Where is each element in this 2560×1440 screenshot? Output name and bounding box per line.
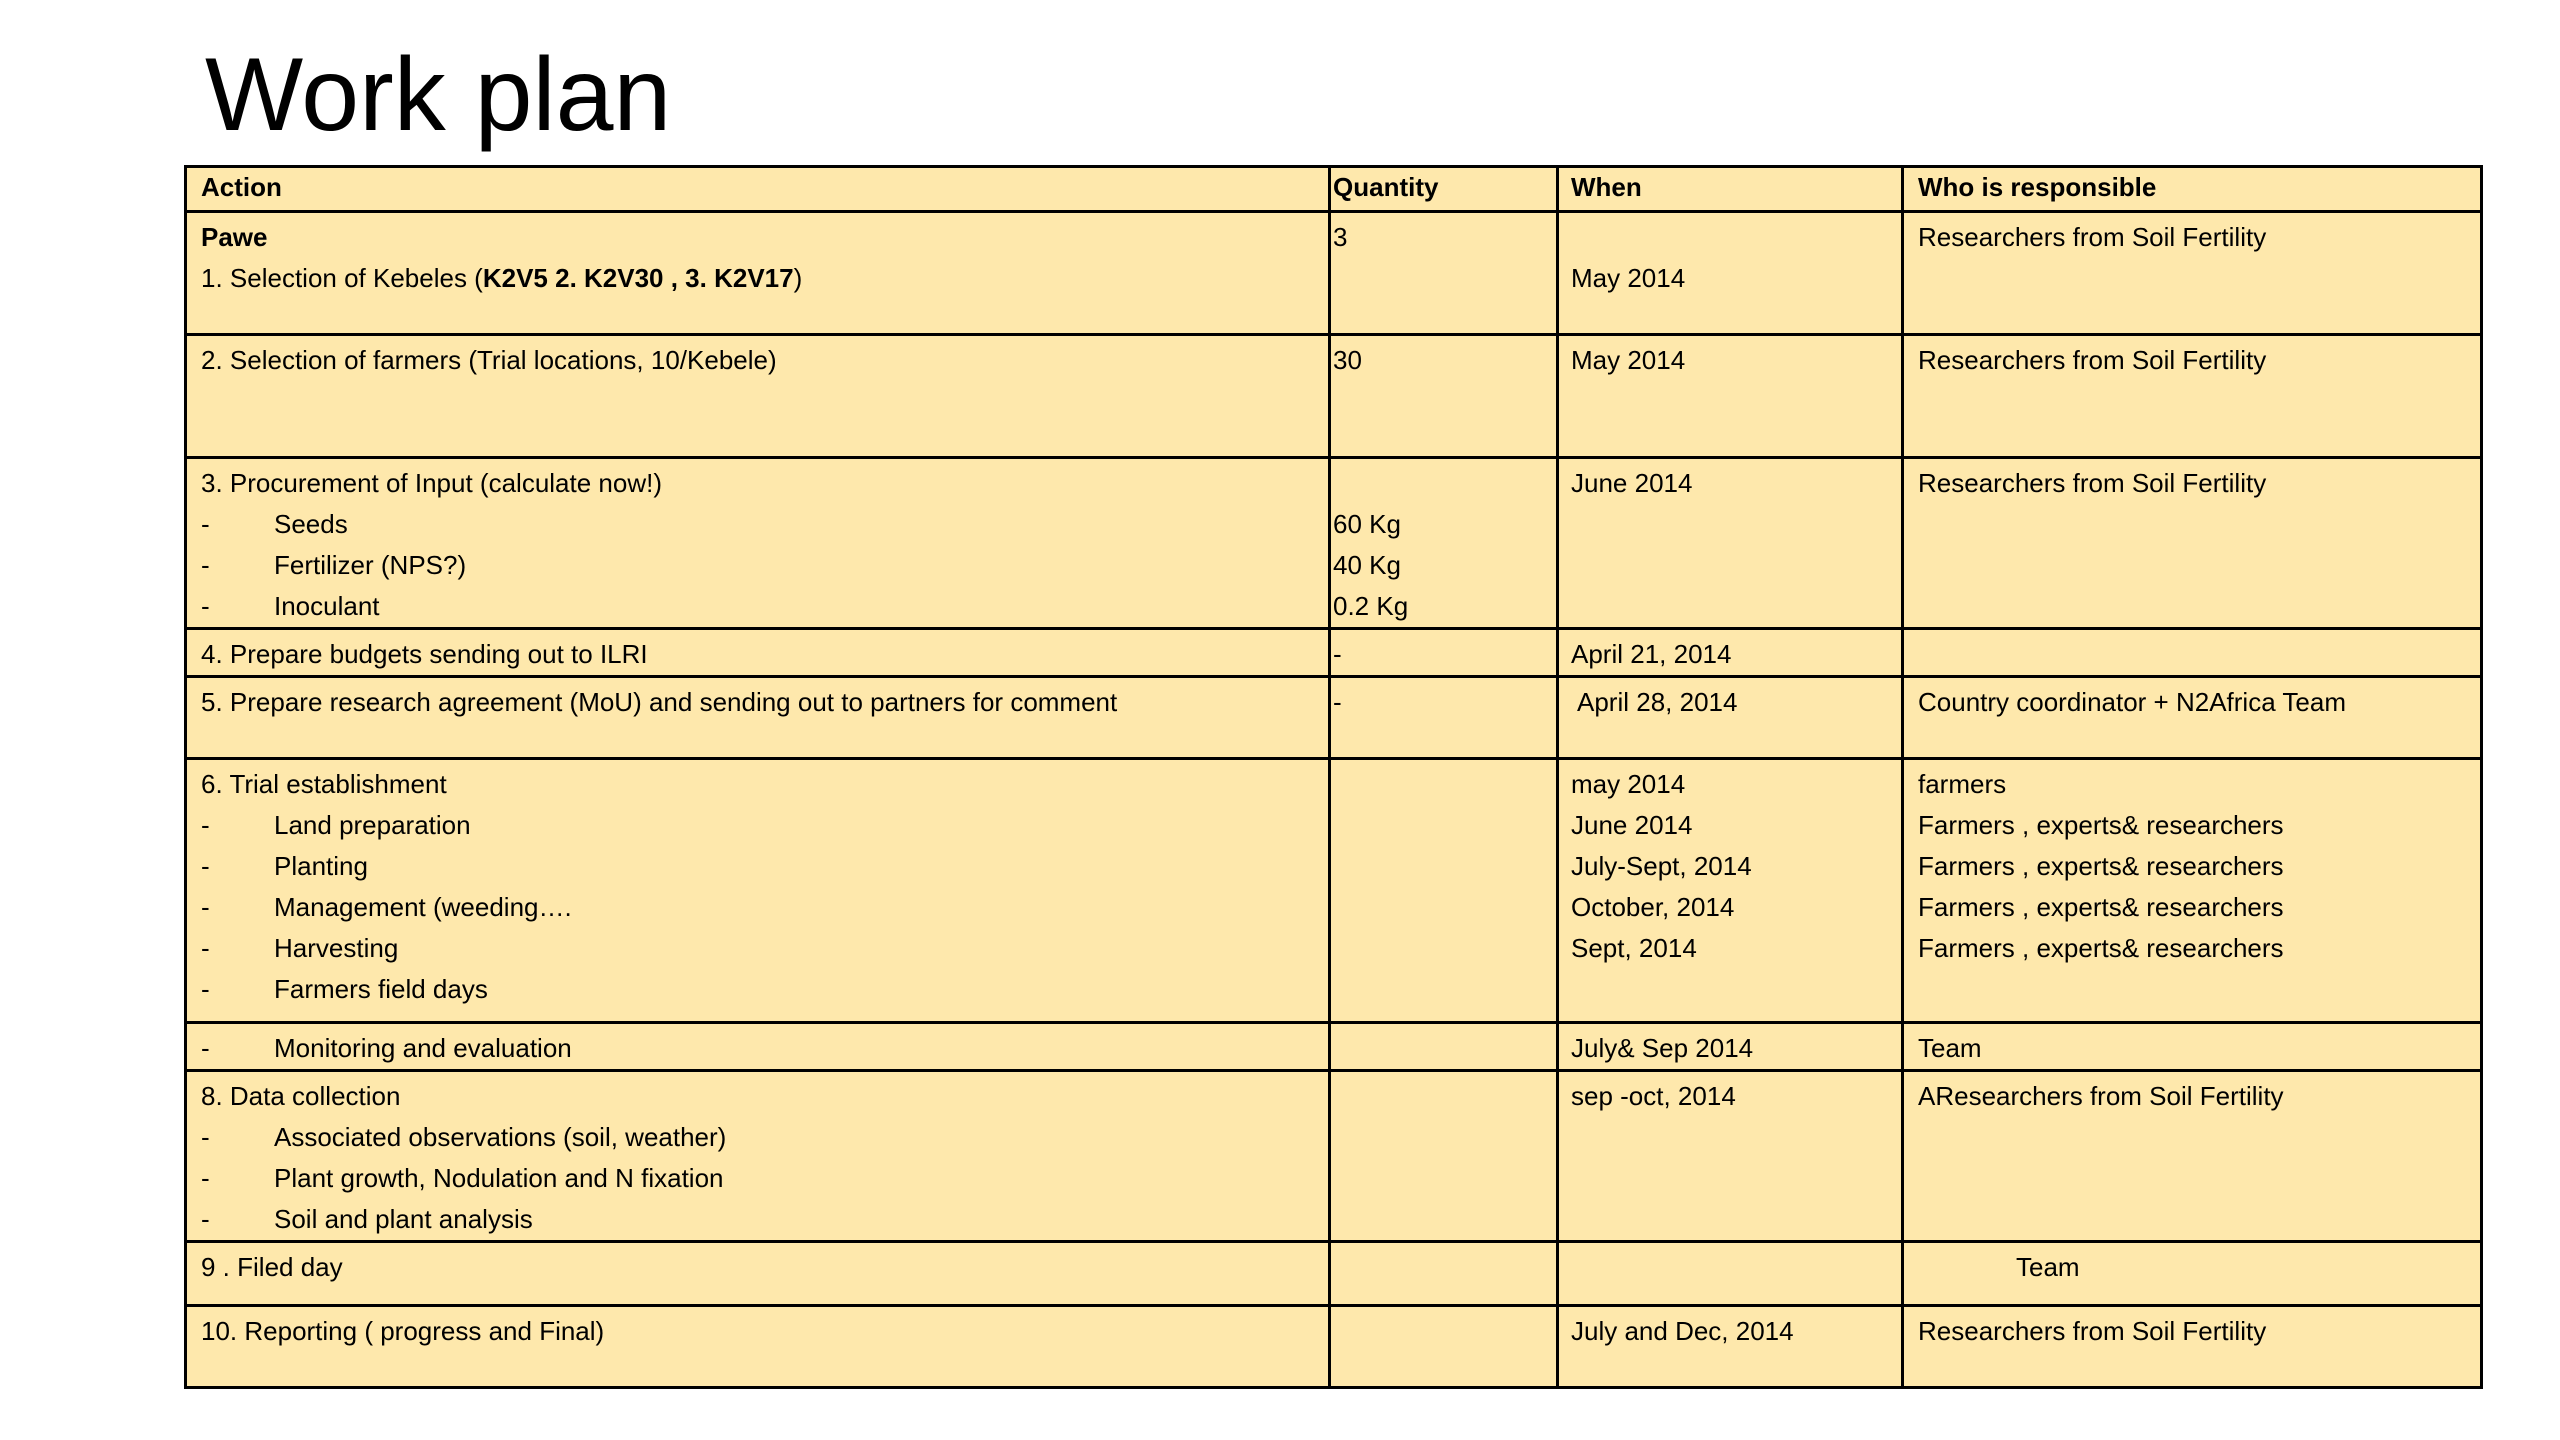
action-cell <box>186 1242 1330 1306</box>
who-value <box>1918 634 2480 675</box>
action-text: 5. Prepare research agreement (MoU) and sending out to partners for comment <box>201 687 1118 717</box>
who-value: Team <box>1918 1033 1982 1063</box>
quantity-value: 30 <box>1333 345 1362 375</box>
sub-item-label: Seeds <box>274 509 348 539</box>
when-value: June 2014 <box>1571 468 1693 498</box>
when-value: April 21, 2014 <box>1571 639 1732 669</box>
table-header-row <box>186 167 2482 212</box>
sub-item-label: Soil and plant analysis <box>274 1204 533 1234</box>
sub-item-label: Farmers field days <box>274 974 488 1004</box>
action-cell <box>186 1306 1330 1388</box>
site-heading: Pawe <box>201 222 268 252</box>
action-cell <box>186 335 1330 458</box>
sub-item <box>201 586 1328 627</box>
who-cell <box>1903 1071 2482 1242</box>
table-row <box>186 1023 2482 1071</box>
when-value: may 2014 <box>1571 769 1686 799</box>
work-plan-table <box>184 165 2483 1389</box>
who-value: Team <box>2016 1252 2080 1282</box>
quantity-value: 0.2 Kg <box>1333 591 1409 621</box>
sub-item <box>201 805 1328 846</box>
action-text: 3. Procurement of Input (calculate now!) <box>201 468 663 498</box>
quantity-cell <box>1330 212 1558 335</box>
when-value: July-Sept, 2014 <box>1571 851 1752 881</box>
when-cell <box>1558 335 1903 458</box>
who-value: Farmers , experts& researchers <box>1918 933 2284 963</box>
quantity-cell <box>1330 1306 1558 1388</box>
dash: - <box>201 1033 210 1063</box>
who-value: Farmers , experts& researchers <box>1918 851 2284 881</box>
who-value: AResearchers from Soil Fertility <box>1918 1081 2284 1111</box>
sub-item <box>201 969 1328 1010</box>
quantity-value: 3 <box>1333 222 1348 252</box>
quantity-cell <box>1330 335 1558 458</box>
dash: - <box>201 550 210 580</box>
header-who: Who is responsible <box>1903 167 2482 212</box>
action-bold: K2V5 2. K2V30 , 3. K2V17 <box>482 263 794 293</box>
table-row <box>186 759 2482 1023</box>
when-value: May 2014 <box>1571 345 1686 375</box>
header-action: Action <box>186 167 1330 212</box>
who-value: Researchers from Soil Fertility <box>1918 222 2267 252</box>
quantity-cell <box>1330 1242 1558 1306</box>
sub-item-label: Inoculant <box>274 591 380 621</box>
sub-item <box>201 1158 1328 1199</box>
when-cell <box>1558 1306 1903 1388</box>
table-row <box>186 335 2482 458</box>
dash: - <box>201 591 210 621</box>
sub-item <box>201 887 1328 928</box>
who-value: Farmers , experts& researchers <box>1918 892 2284 922</box>
dash: - <box>201 509 210 539</box>
page-title: Work plan <box>205 37 672 153</box>
dash: - <box>201 892 210 922</box>
when-value: June 2014 <box>1571 810 1693 840</box>
action-text: 9 . Filed day <box>201 1252 343 1282</box>
quantity-cell <box>1330 677 1558 759</box>
dash: - <box>201 810 210 840</box>
table-row <box>186 1242 2482 1306</box>
who-cell <box>1903 335 2482 458</box>
when-value: sep -oct, 2014 <box>1571 1081 1736 1111</box>
when-value: April 28, 2014 <box>1577 687 1738 717</box>
sub-item <box>201 1117 1328 1158</box>
sub-item-label: Land preparation <box>274 810 471 840</box>
header-when: When <box>1558 167 1903 212</box>
sub-item-label: Management (weeding…. <box>274 892 572 922</box>
sub-item <box>201 1199 1328 1240</box>
who-cell <box>1903 677 2482 759</box>
sub-item-label: Fertilizer (NPS?) <box>274 550 467 580</box>
action-cell <box>186 629 1330 677</box>
quantity-cell <box>1330 629 1558 677</box>
sub-item <box>201 504 1328 545</box>
when-cell <box>1558 1242 1903 1306</box>
sub-item <box>201 928 1328 969</box>
sub-item-label: Plant growth, Nodulation and N fixation <box>274 1163 724 1193</box>
who-value: Researchers from Soil Fertility <box>1918 1316 2267 1346</box>
quantity-cell <box>1330 759 1558 1023</box>
who-cell <box>1903 212 2482 335</box>
quantity-value: - <box>1333 687 1342 717</box>
action-text: 10. Reporting ( progress and Final) <box>201 1316 605 1346</box>
action-prefix: 1. Selection of Kebeles ( <box>201 263 483 293</box>
when-value: May 2014 <box>1571 263 1686 293</box>
sub-item <box>201 1028 1328 1069</box>
table-row <box>186 1071 2482 1242</box>
who-value: Researchers from Soil Fertility <box>1918 468 2267 498</box>
action-text: 2. Selection of farmers (Trial locations, 10/Kebele) <box>201 345 777 375</box>
table-row <box>186 458 2482 629</box>
action-cell <box>186 759 1330 1023</box>
table-row <box>186 1306 2482 1388</box>
action-cell <box>186 212 1330 335</box>
who-value: Researchers from Soil Fertility <box>1918 345 2267 375</box>
who-cell <box>1903 458 2482 629</box>
header-quantity: Quantity <box>1330 167 1558 212</box>
action-text: 4. Prepare budgets sending out to ILRI <box>201 639 648 669</box>
sub-item-label: Harvesting <box>274 933 399 963</box>
sub-item <box>201 846 1328 887</box>
quantity-value: 40 Kg <box>1333 550 1401 580</box>
who-value: Country coordinator + N2Africa Team <box>1918 687 2346 717</box>
quantity-cell <box>1330 1023 1558 1071</box>
quantity-cell <box>1330 458 1558 629</box>
when-cell <box>1558 629 1903 677</box>
when-cell <box>1558 759 1903 1023</box>
action-text: 8. Data collection <box>201 1081 401 1111</box>
when-cell <box>1558 212 1903 335</box>
action-cell <box>186 458 1330 629</box>
quantity-value: 60 Kg <box>1333 509 1401 539</box>
who-value: Farmers , experts& researchers <box>1918 810 2284 840</box>
quantity-value: - <box>1333 639 1342 669</box>
table-row <box>186 629 2482 677</box>
sub-item-label: Monitoring and evaluation <box>274 1033 572 1063</box>
dash: - <box>201 851 210 881</box>
who-cell <box>1903 629 2482 677</box>
when-cell <box>1558 1071 1903 1242</box>
when-cell <box>1558 677 1903 759</box>
action-text <box>201 258 1328 299</box>
action-cell <box>186 1023 1330 1071</box>
table-row <box>186 677 2482 759</box>
who-cell <box>1903 1306 2482 1388</box>
sub-item-label: Planting <box>274 851 368 881</box>
dash: - <box>201 1163 210 1193</box>
who-value: farmers <box>1918 769 2007 799</box>
quantity-cell <box>1330 1071 1558 1242</box>
sub-item <box>201 545 1328 586</box>
dash: - <box>201 1122 210 1152</box>
dash: - <box>201 933 210 963</box>
who-cell <box>1903 1023 2482 1071</box>
who-cell <box>1903 1242 2482 1306</box>
action-suffix: ) <box>793 263 803 293</box>
when-value: October, 2014 <box>1571 892 1735 922</box>
action-cell <box>186 677 1330 759</box>
dash: - <box>201 1204 210 1234</box>
who-cell <box>1903 759 2482 1023</box>
when-value: Sept, 2014 <box>1571 933 1697 963</box>
table-row <box>186 212 2482 335</box>
action-text: 6. Trial establishment <box>201 769 447 799</box>
when-value: July and Dec, 2014 <box>1571 1316 1794 1346</box>
dash: - <box>201 974 210 1004</box>
when-cell <box>1558 458 1903 629</box>
when-value: July& Sep 2014 <box>1571 1033 1754 1063</box>
action-cell <box>186 1071 1330 1242</box>
sub-item-label: Associated observations (soil, weather) <box>274 1122 727 1152</box>
when-cell <box>1558 1023 1903 1071</box>
